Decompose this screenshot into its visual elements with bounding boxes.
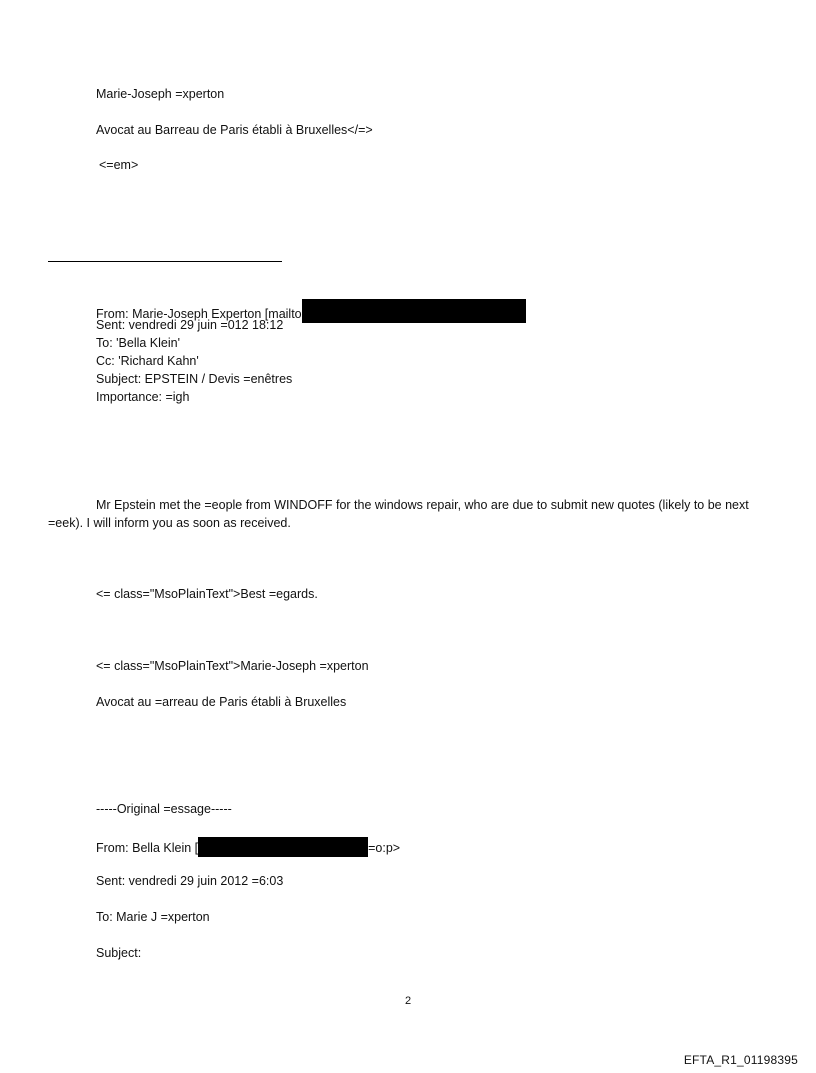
original-from [96,837,400,857]
header-cc: Cc: 'Richard Kahn' [96,354,199,368]
redaction-block [198,837,368,857]
original-separator: -----Original =essage----- [96,802,232,816]
header-from-text: From: Marie-Joseph Experton [mailto [96,307,302,321]
original-from-suffix: =o:p> [368,841,401,855]
signature-tag: <=em> [99,158,139,172]
body-paragraph: Mr Epstein met the =eople from WINDOFF for the windows repair, who are due to submit new quotes (likely to be next =eek). I will inform you as soon as received. [48,498,749,530]
original-from-text: From: Bella Klein [ [96,841,199,855]
page-number: 2 [404,995,412,1007]
header-to: To: 'Bella Klein' [96,336,180,350]
header-importance: Importance: =igh [96,390,190,404]
header-subject: Subject: EPSTEIN / Devis =enêtres [96,372,293,386]
separator-rule [48,261,282,262]
original-sent: Sent: vendredi 29 juin 2012 =6:03 [96,874,284,888]
signature-title: Avocat au Barreau de Paris établi à Bruxelles</=> [96,123,373,137]
body-regards: <= class="MsoPlainText">Best =egards. [96,587,318,601]
body-signature-title: Avocat au =arreau de Paris établi à Bruxelles [96,695,347,709]
original-subject: Subject: [96,946,142,960]
bates-number: EFTA_R1_01198395 [683,1053,798,1067]
redaction-block [302,299,526,323]
body-signature-name: <= class="MsoPlainText">Marie-Joseph =xperton [96,659,369,673]
header-sent: Sent: vendredi 29 juin =012 18:12 [96,318,284,332]
signature-name: Marie-Joseph =xperton [96,87,225,101]
original-to: To: Marie J =xperton [96,910,210,924]
